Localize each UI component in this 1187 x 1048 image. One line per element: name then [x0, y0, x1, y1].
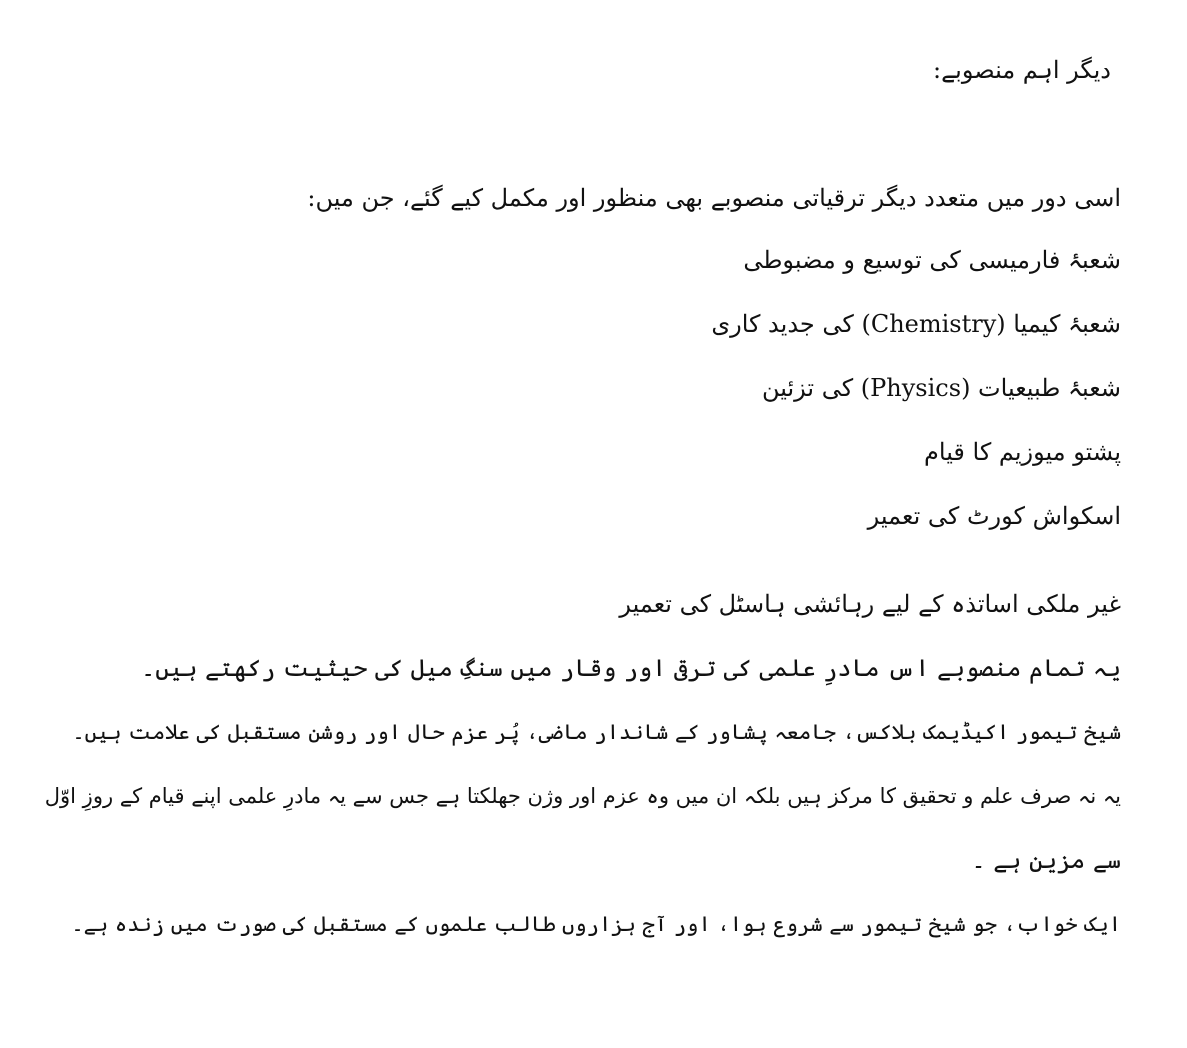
paragraph-vision-line-2: سے مزین ہے ۔ [971, 846, 1121, 874]
paragraph-dream: ایک خواب، جو شیخ تیمور سے شروع ہوا، اور آج ہزاروں طالب علموں کے مستقبل کی صورت میں زندہ ہے۔ [71, 912, 1121, 936]
section-heading: دیگر اہم منصوبے: [933, 56, 1111, 84]
project-item-hostel: غیر ملکی اساتذہ کے لیے رہائشی ہاسٹل کی تعمیر [619, 590, 1121, 618]
project-item-squash-court: اسکواش کورٹ کی تعمیر [867, 502, 1121, 530]
intro-line: اسی دور میں متعدد دیگر ترقیاتی منصوبے بھی منظور اور مکمل کیے گئے، جن میں: [307, 184, 1121, 212]
paragraph-milestone: یہ تمام منصوبے اس مادرِ علمی کی ترقی اور وقار میں سنگِ میل کی حیثیت رکھتے ہیں۔ [141, 654, 1121, 682]
project-item-chemistry: شعبۂ کیمیا (Chemistry) کی جدید کاری [711, 310, 1121, 338]
paragraph-vision-line-1: یہ نہ صرف علم و تحقیق کا مرکز ہیں بلکہ ان میں وہ عزم اور وژن جھلکتا ہے جس سے یہ مادرِ علمی اپنے قیام کے روزِ اوّل [44, 784, 1121, 808]
paragraph-symbol: شیخ تیمور اکیڈیمک بلاکس، جامعہ پشاور کے شاندار ماضی، پُر عزم حال اور روشن مستقبل کی علامت ہیں۔ [72, 720, 1121, 744]
project-item-physics: شعبۂ طبیعیات (Physics) کی تزئین [761, 374, 1121, 402]
project-item-pashto-museum: پشتو میوزیم کا قیام [924, 438, 1121, 466]
project-item-pharmacy: شعبۂ فارمیسی کی توسیع و مضبوطی [743, 246, 1121, 274]
